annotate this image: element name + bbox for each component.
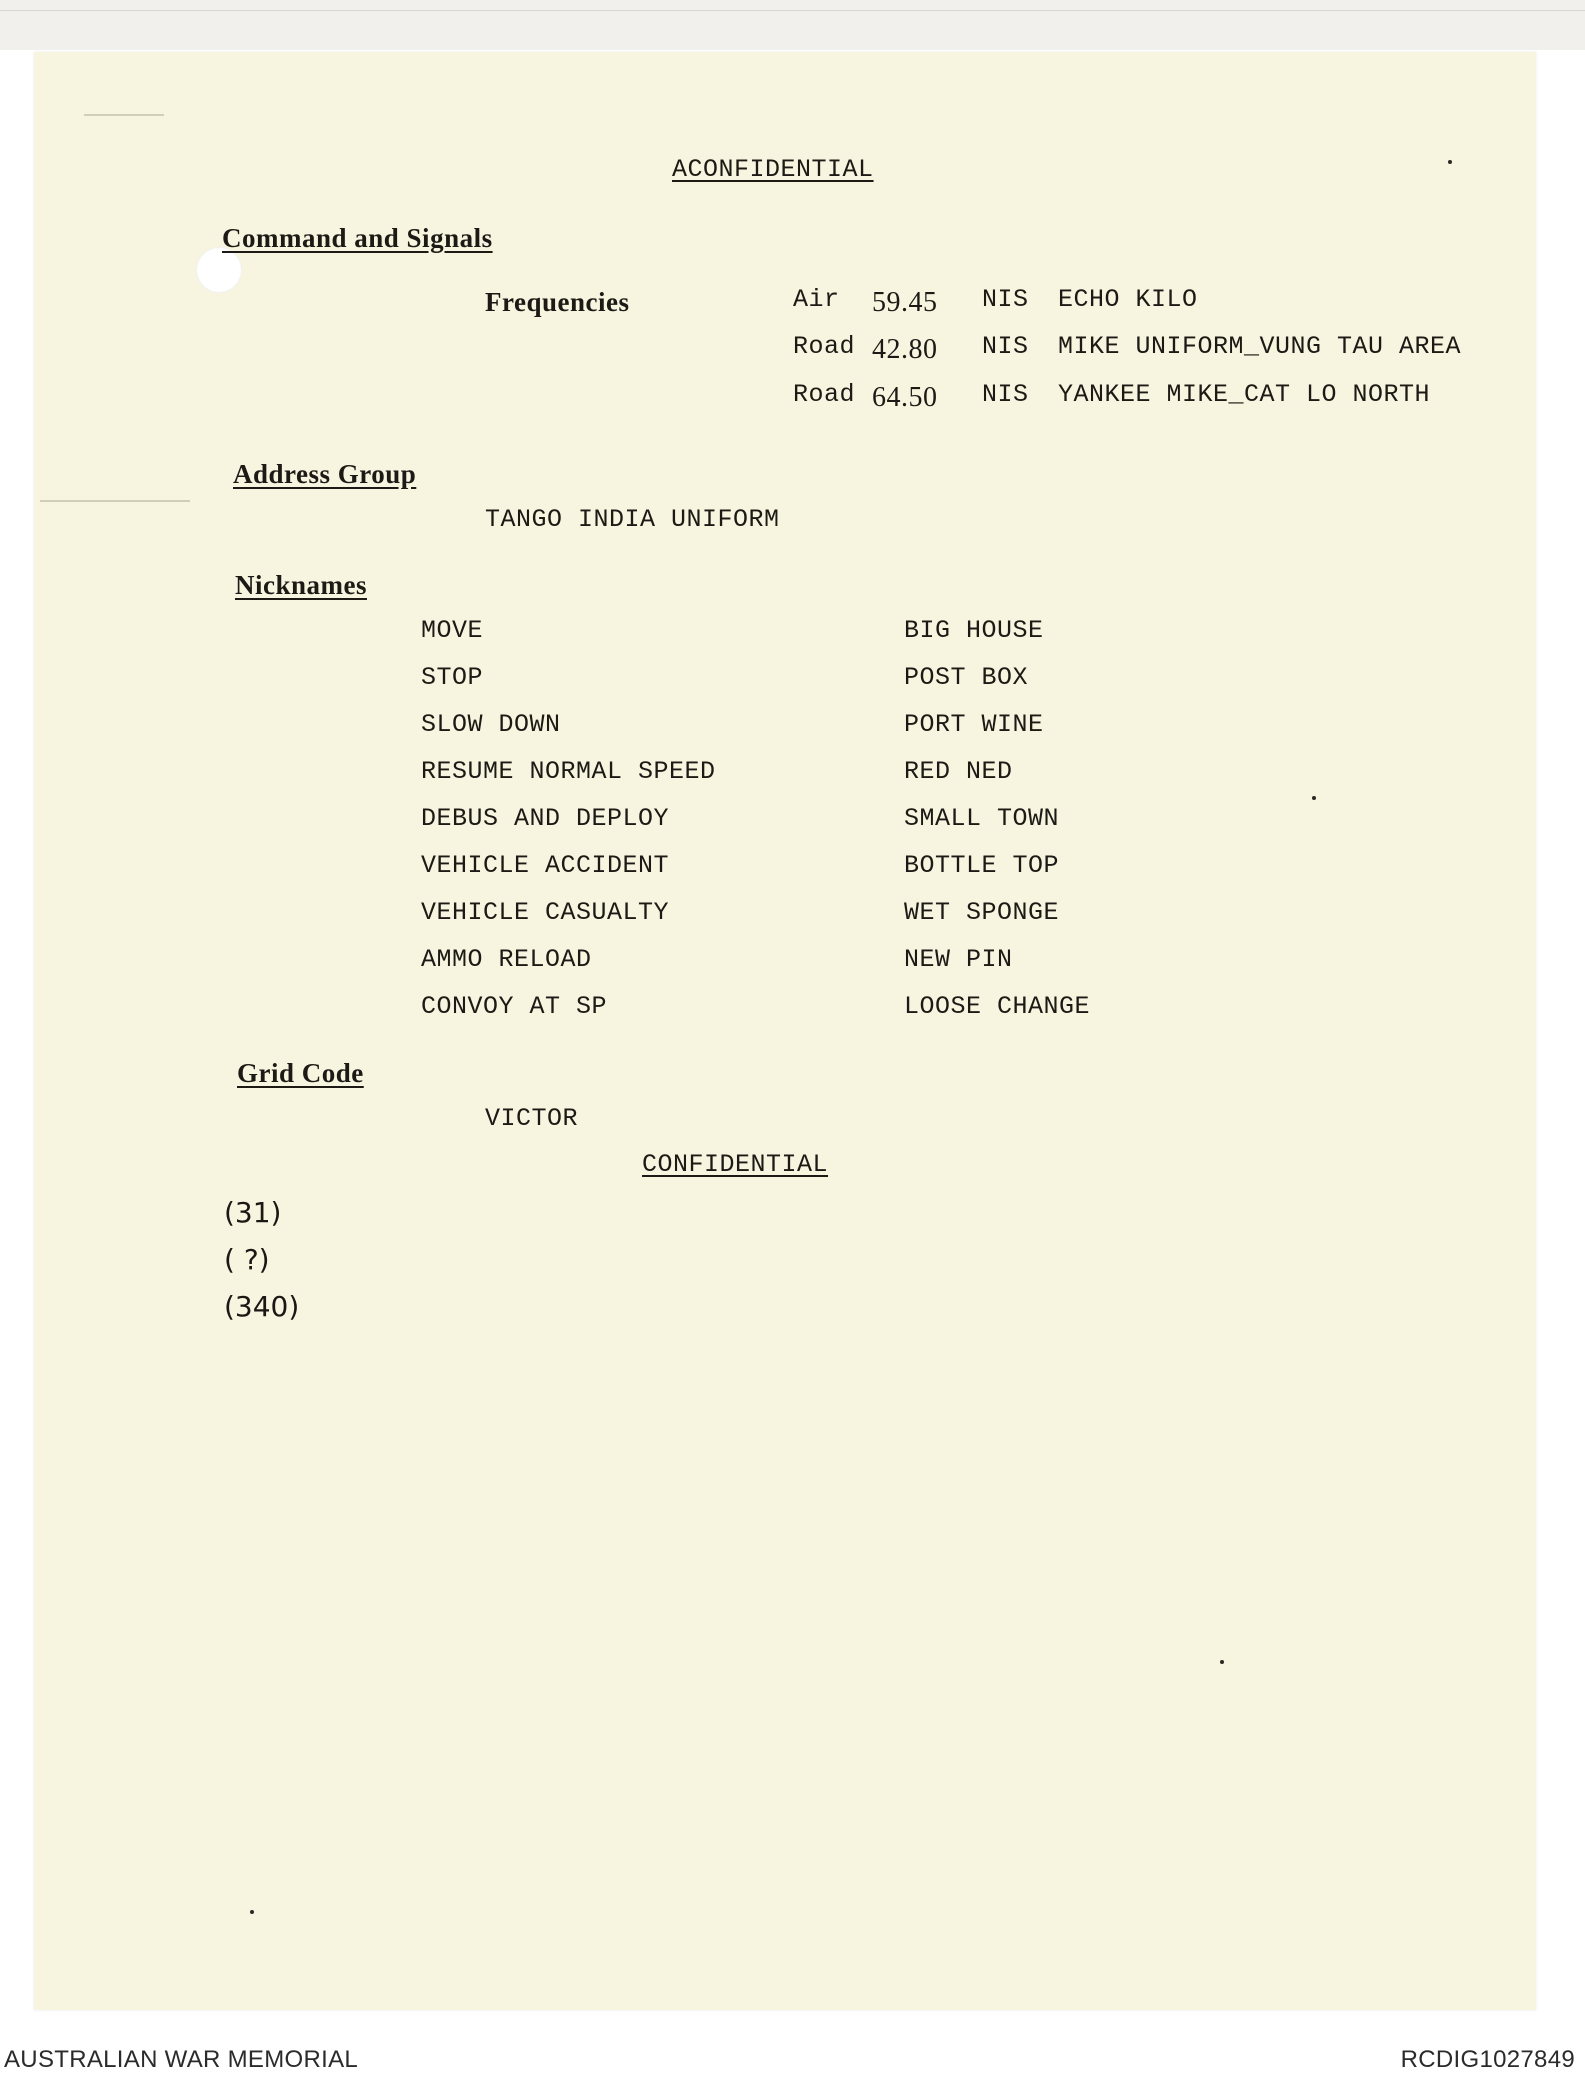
- nickname-meaning: RESUME NORMAL SPEED: [421, 757, 716, 786]
- nickname-codeword: NEW PIN: [904, 945, 1013, 974]
- nickname-codeword: RED NED: [904, 757, 1013, 786]
- nickname-codeword: LOOSE CHANGE: [904, 992, 1091, 1021]
- frequency-callsign: ECHO KILO: [1058, 285, 1198, 314]
- nickname-meaning: SLOW DOWN: [421, 710, 561, 739]
- frequency-callsign: YANKEE MIKE_CAT LO NORTH: [1058, 380, 1431, 409]
- grid-code-value: VICTOR: [485, 1104, 579, 1133]
- handwritten-note: (340): [224, 1290, 300, 1323]
- ink-speck: [1448, 160, 1452, 164]
- frequency-band: Air: [793, 285, 840, 314]
- nickname-meaning: AMMO RELOAD: [421, 945, 592, 974]
- nickname-codeword: WET SPONGE: [904, 898, 1060, 927]
- smudge-mark: [40, 500, 190, 502]
- address-group-value: TANGO INDIA UNIFORM: [485, 505, 780, 534]
- frequencies-label: Frequencies: [485, 287, 630, 317]
- frequency-type: NIS: [982, 285, 1029, 314]
- archive-id: RCDIG1027849: [1400, 2046, 1575, 2073]
- nickname-meaning: DEBUS AND DEPLOY: [421, 804, 670, 833]
- ink-speck: [1312, 796, 1316, 800]
- grid-code-heading: Grid Code: [237, 1058, 364, 1088]
- frequency-value: 42.80: [872, 334, 938, 365]
- nickname-codeword: BIG HOUSE: [904, 616, 1044, 645]
- nicknames-heading: Nicknames: [235, 570, 367, 600]
- frequency-value: 59.45: [872, 287, 938, 318]
- nickname-codeword: BOTTLE TOP: [904, 851, 1060, 880]
- nickname-codeword: PORT WINE: [904, 710, 1044, 739]
- frequency-band: Road: [793, 332, 856, 361]
- nickname-meaning: VEHICLE CASUALTY: [421, 898, 670, 927]
- frequency-value: 64.50: [872, 382, 938, 413]
- nickname-codeword: SMALL TOWN: [904, 804, 1060, 833]
- command-signals-heading: Command and Signals: [222, 223, 493, 253]
- nickname-meaning: CONVOY AT SP: [421, 992, 608, 1021]
- handwritten-note: ( ?): [224, 1243, 270, 1276]
- nickname-codeword: POST BOX: [904, 663, 1029, 692]
- smudge-mark: [84, 114, 164, 116]
- ink-speck: [1220, 1660, 1224, 1664]
- scan-border-line: [0, 10, 1585, 11]
- nickname-meaning: STOP: [421, 663, 484, 692]
- frequency-callsign: MIKE UNIFORM_VUNG TAU AREA: [1058, 332, 1462, 361]
- frequency-type: NIS: [982, 380, 1029, 409]
- scan-border: [0, 0, 1585, 50]
- classification-footer: CONFIDENTIAL: [642, 1150, 829, 1179]
- archive-credit: AUSTRALIAN WAR MEMORIAL: [4, 2046, 359, 2073]
- address-group-heading: Address Group: [233, 459, 417, 489]
- frequency-band: Road: [793, 380, 856, 409]
- nickname-meaning: MOVE: [421, 616, 484, 645]
- ink-speck: [250, 1910, 254, 1914]
- frequency-type: NIS: [982, 332, 1029, 361]
- classification-header: ACONFIDENTIAL: [672, 155, 874, 184]
- nickname-meaning: VEHICLE ACCIDENT: [421, 851, 670, 880]
- handwritten-note: (31): [224, 1196, 282, 1229]
